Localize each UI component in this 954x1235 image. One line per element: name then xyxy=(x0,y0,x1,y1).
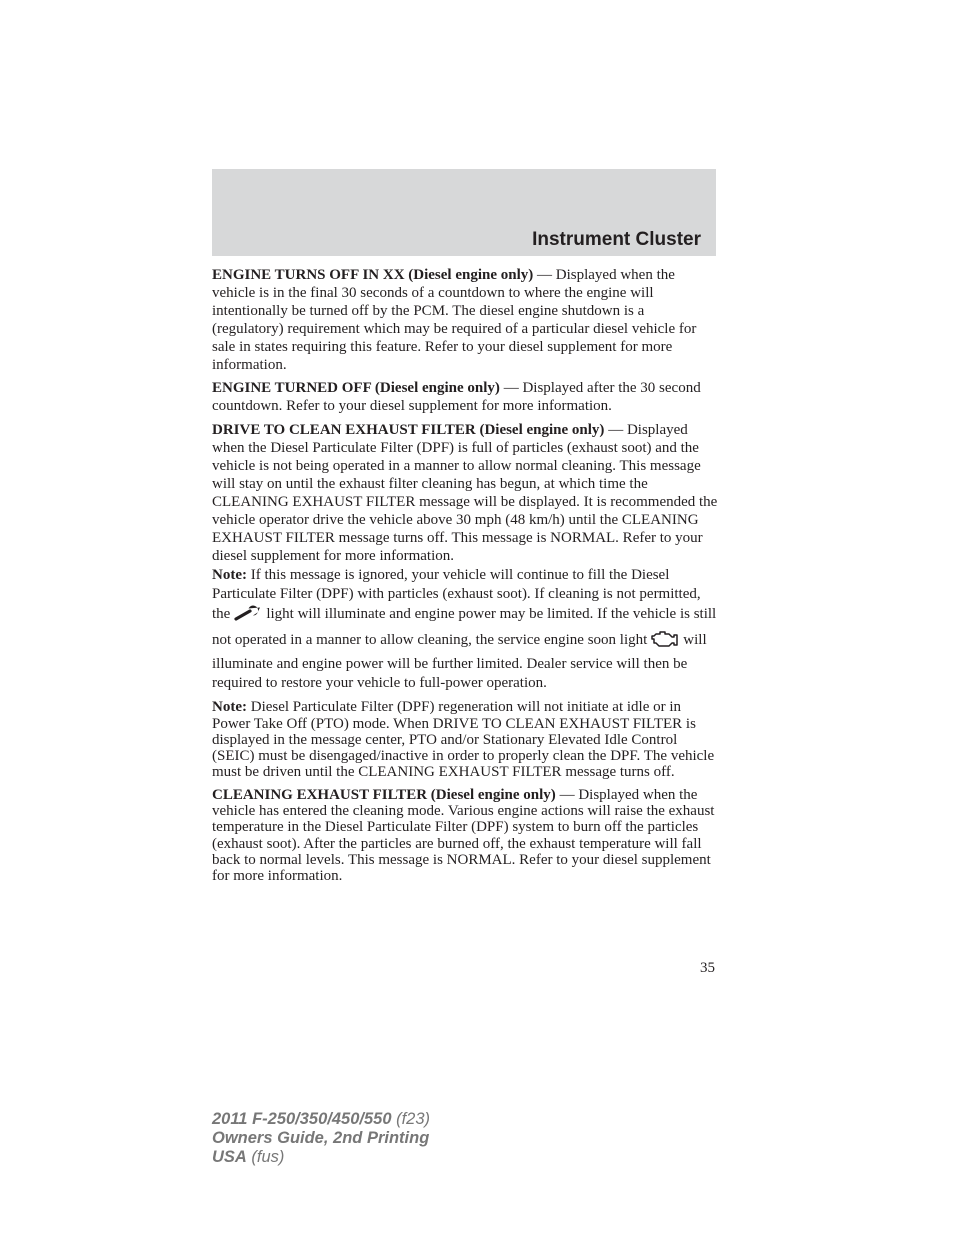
note-regeneration xyxy=(212,699,718,780)
footer-market: USA xyxy=(212,1148,247,1166)
paragraph-body: — Displayed when the vehicle has entered the cleaning mode. Various engine actions will raise the exhaust temperature in the Diesel Particulate Filter (DPF) system to burn off the particles (exhaust soot). After the particles are burned off, the exhaust temperature will fall back to normal levels. This message is NORMAL. Refer to your diesel supplement for more information. xyxy=(212,786,715,885)
footer-model-code: (f23) xyxy=(391,1110,431,1128)
footer-model: 2011 F-250/350/450/550 xyxy=(212,1110,392,1128)
note-text: will illuminate and engine power will be further limited. Dealer service will then be required to restore your vehicle to full-power operation. xyxy=(212,632,707,691)
page-content xyxy=(212,267,718,891)
note-dpf-ignored xyxy=(212,566,718,694)
paragraph-engine-turned-off xyxy=(212,380,718,416)
footer-market-code: (fus) xyxy=(246,1148,285,1166)
engine-icon xyxy=(650,628,680,654)
paragraph-drive-to-clean xyxy=(212,422,718,565)
paragraph-body: — Displayed when the Diesel Particulate Filter (DPF) is full of particles (exhaust soot) and the vehicle is not being operated in a manner to allow normal cleaning. This message will stay on until the exhaust filter cleaning has begun, at which time the CLEANING EXHAUST FILTER message will be displayed. It is recommended the vehicle operator drive the vehicle above 30 mph (48 km/h) until the CLEANING EXHAUST FILTER message turns off. This message is NORMAL. Refer to your diesel supplement for more information. xyxy=(212,422,718,564)
note-text: If this message is ignored, your vehicle will continue to fill the Diesel Particulate Filter (DPF) with particles (exhaust soot). If cleaning is not permitted, the xyxy=(212,566,701,623)
footer-line-market xyxy=(212,1148,430,1167)
paragraph-heading: ENGINE TURNED OFF (Diesel engine only) xyxy=(212,380,500,397)
document-footer xyxy=(212,1110,430,1167)
wrench-icon xyxy=(233,604,263,628)
note-text: light will illuminate and engine power may be limited. If the vehicle is still not operated in a manner to allow cleaning, the service engine soon light xyxy=(212,606,717,649)
paragraph-body: — Displayed after the 30 second countdown. Refer to your diesel supplement for more information. xyxy=(212,380,701,415)
paragraph-engine-turns-off xyxy=(212,267,718,374)
note-label: Note: xyxy=(212,699,247,716)
paragraph-heading: ENGINE TURNS OFF IN XX (Diesel engine only) xyxy=(212,267,534,283)
paragraph-body: — Displayed when the vehicle is in the final 30 seconds of a countdown to where the engine will intentionally be turned off by the PCM. The diesel engine shutdown is a (regulatory) requirement which may be required of a particular diesel vehicle for sale in states requiring this feature. Refer to your diesel supplement for more information. xyxy=(212,267,697,373)
note-text: Diesel Particulate Filter (DPF) regeneration will not initiate at idle or in Power Take Off (PTO) mode. When DRIVE TO CLEAN EXHAUST FILTER is displayed in the message center, PTO and/or Stationary Elevated Idle Control (SEIC) must be disengaged/inactive in order to properly clean the DPF. The vehicle must be driven until the CLEANING EXHAUST FILTER message turns off. xyxy=(212,699,715,781)
footer-line-model xyxy=(212,1110,430,1129)
paragraph-heading: DRIVE TO CLEAN EXHAUST FILTER (Diesel engine only) xyxy=(212,422,605,439)
footer-line-guide: Owners Guide, 2nd Printing xyxy=(212,1129,430,1147)
note-label: Note: xyxy=(212,566,247,583)
section-title: Instrument Cluster xyxy=(532,229,701,250)
section-header-band xyxy=(212,169,716,256)
paragraph-heading: CLEANING EXHAUST FILTER (Diesel engine only) xyxy=(212,786,556,803)
page-number: 35 xyxy=(700,960,715,976)
paragraph-cleaning-exhaust-filter xyxy=(212,787,718,885)
